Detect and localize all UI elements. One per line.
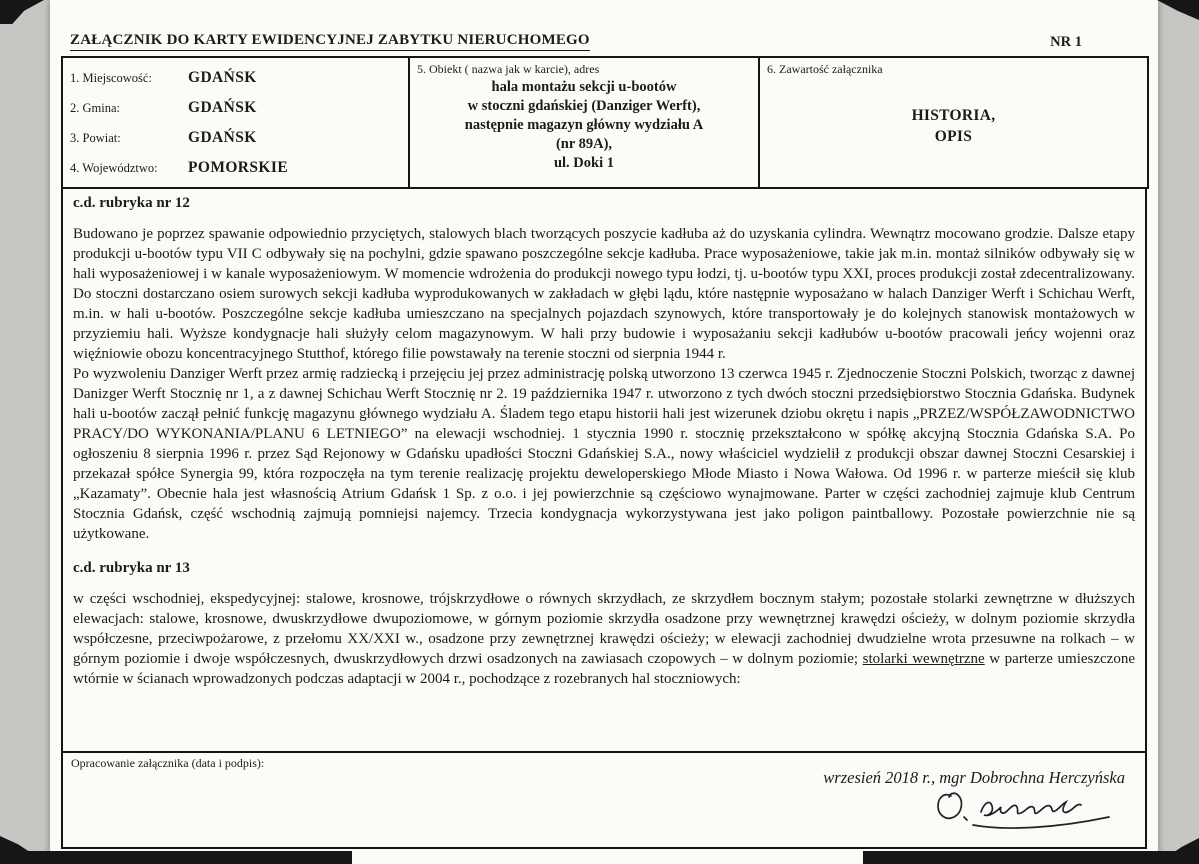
object-name: [417, 78, 751, 173]
object-cell-label: 5. Obiekt ( nazwa jak w karcie), adres: [417, 62, 600, 76]
scanned-document-page: [50, 0, 1158, 864]
scan-artifact-top-left: [0, 0, 44, 24]
object-name-line: ul. Doki 1: [553, 155, 615, 171]
contents-line: OPIS: [934, 128, 973, 145]
scan-artifact-bottom-left-corner: [0, 836, 48, 864]
scan-artifact-bottom-left-band: [0, 851, 352, 864]
main-text-content: [63, 189, 1145, 689]
contents-cell-label: 6. Zawartość załącznika: [767, 62, 883, 76]
attachment-contents: [767, 105, 1140, 147]
section-13-text-before: w części wschodniej, ekspedycyjnej: stalowe, krosnowe, trójskrzydłowe o równych skrzydłach, ze skrzydłem bocznym stałym; pozostałe stolarki zewnętrzne w dłuższych elewacjach: stalowe, krosnowe, dwuskrzydłowe dwupoziomowe, w górnym poziomie skrzydła osadzone przy wewnętrznej krawędzi ościeży, w dolnym poziomie skrzydła współczesne, przeciwpożarowe, z przełomu XX/XXI w., osadzone przy zewnętrznej krawędzi ościeży; w elewacji zachodniej dwudzielne wrota przesuwne na rolkach – w górnym poziomie i dwoje współczesnych, dwuskrzydłowych drzwi osadzonych na zawiasach czopowych – w dolnym poziomie;: [73, 591, 1135, 667]
section-13-heading: c.d. rubryka nr 13: [73, 560, 190, 576]
object-name-line: hala montażu sekcji u-bootów: [491, 79, 677, 95]
main-text-box: [61, 187, 1147, 849]
field-powiat-value: GDAŃSK: [188, 129, 257, 146]
section-12-heading: c.d. rubryka nr 12: [73, 195, 190, 211]
field-powiat: [70, 123, 401, 153]
signature-date-and-name: wrzesień 2018 r., mgr Dobrochna Herczyńska: [823, 768, 1125, 787]
field-wojewodztwo: [70, 153, 401, 183]
signature-footer: [63, 751, 1145, 847]
field-miejscowosc-value: GDAŃSK: [188, 69, 257, 86]
scan-artifact-bottom-right-band: [863, 851, 1199, 864]
object-name-cell: [409, 57, 759, 188]
handwritten-signature: [929, 784, 1119, 830]
field-miejscowosc: [70, 63, 401, 93]
contents-line: HISTORIA,: [911, 107, 996, 124]
object-name-line: (nr 89A),: [555, 136, 613, 152]
field-powiat-label: 3. Powiat:: [70, 130, 121, 145]
field-gmina: [70, 93, 401, 123]
section-12-paragraph-2: Po wyzwoleniu Danziger Werft przez armię radziecką i przejęciu jej przez administrację polską utworzono 13 czerwca 1945 r. Zjednoczenie Stoczni Polskich, tworząc z dawnej Danizger Werft Stocznię nr 1, a z dawnej Schichau Werft Stocznię nr 2. 19 października 1947 r. utworzono z tych dwóch stoczni przedsiębiorstwo Stocznia Gdańska. Budynek hali u-bootów zaczął pełnić funkcję magazynu głównego wydziału A. Śladem tego etapu historii hali jest wizerunek dziobu okrętu i napis „PRZEZ/WSPÓŁZAWODNICTWO PRACY/DO WYKONANIA/PLANU 6 LETNIEGO” na elewacji wschodniej. 1 stycznia 1990 r. stocznię przekształcono w spółkę akcyjną Stocznia Gdańska S.A. Po ogłoszeniu 8 sierpnia 1996 r. przez Sąd Rejonowy w Gdańsku upadłości Stoczni Gdańskiej S.A., nowy właściciel wydzielił z produkcji obszar dawnej Stoczni Cesarskiej i przekazał spółce Synergia 99, która rozpoczęła na tym terenie realizację projektu deweloperskiego Młode Miasto i Nowa Wałowa. Od 1996 r. w parterze mieścił się klub „Kazamaty”. Obecnie hala jest własnością Atrium Gdańsk 1 Sp. z o.o. i jej powierzchnie są częściowo wynajmowane. Parter w części zachodniej zajmuje klub Centrum Stocznia Gdańsk, część wschodnią zajmują pomniejsi najemcy. Trzecia kondygnacja wykorzystywana jest jako poligon paintballowy. Pozostałe powierzchnie nie są użytkowane.: [73, 366, 1135, 542]
signature-block: [823, 768, 1125, 830]
object-name-line: w stoczni gdańskiej (Danziger Werft),: [467, 98, 701, 114]
object-name-line: następnie magazyn główny wydziału A: [464, 117, 704, 133]
field-wojewodztwo-label: 4. Województwo:: [70, 160, 158, 175]
field-gmina-value: GDAŃSK: [188, 99, 257, 116]
document-title: ZAŁĄCZNIK DO KARTY EWIDENCYJNEJ ZABYTKU NIERUCHOMEGO: [70, 32, 590, 51]
section-13-underlined-phrase: stolarki wewnętrzne: [862, 651, 985, 667]
field-wojewodztwo-value: POMORSKIE: [188, 159, 289, 176]
location-fields-cell: [62, 57, 409, 188]
field-miejscowosc-label: 1. Miejscowość:: [70, 70, 152, 85]
field-gmina-label: 2. Gmina:: [70, 100, 120, 115]
document-header: [50, 0, 1158, 51]
section-12-paragraph-1: Budowano je poprzez spawanie odpowiednio przyciętych, stalowych blach tworzących poszycie kadłuba aż do uzyskania cylindra. Wewnątrz mocowano grodzie. Dalsze etapy produkcji u-bootów typu VII C odbywały się na pochylni, gdzie spawano poszczególne sekcje kadłuba. Prace wyposażeniowe, takie jak m.in. montaż silników odbywały się w hali wyposażeniowej i w kanale wyposażeniowym. W momencie wdrożenia do produkcji nowego typu łodzi, tj. u-bootów typu XXI, proces produkcji został zdecentralizowany. Do stoczni dostarczano osiem surowych sekcji kadłuba wyprodukowanych w zakładach w głębi lądu, które następnie wyposażano w halach Danziger Werft i Schichau Werft, m.in. w hali u-bootów. Poszczególne sekcje kadłuba umieszczano na specjalnych pojazdach szynowych, które transportowały je do kolejnych stanowisk montażowych w przyziemiu hali. Wyższe kondygnacje hali służyły celom magazynowym. W hali przy budowie i wyposażaniu sekcji kadłubów u-bootów pracowali jeńcy wojenni oraz więźniowie obozu koncentracyjnego Stutthof, którego filie powstawały na terenie stoczni od sierpnia 1944 r.: [73, 226, 1135, 362]
form-header-table: [61, 56, 1149, 189]
attachment-number: NR 1: [1050, 34, 1082, 50]
scan-artifact-top-right: [1157, 0, 1199, 20]
section-13-paragraph: [73, 589, 1135, 689]
footer-label: Opracowanie załącznika (data i podpis):: [71, 756, 265, 770]
attachment-contents-cell: [759, 57, 1148, 188]
section-13-text-after: w parterze umieszczone wtórnie w ścianach wprowadzonych podczas adaptacji w 2004 r., pochodzące z rozebranych hal stoczniowych:: [73, 651, 1135, 687]
